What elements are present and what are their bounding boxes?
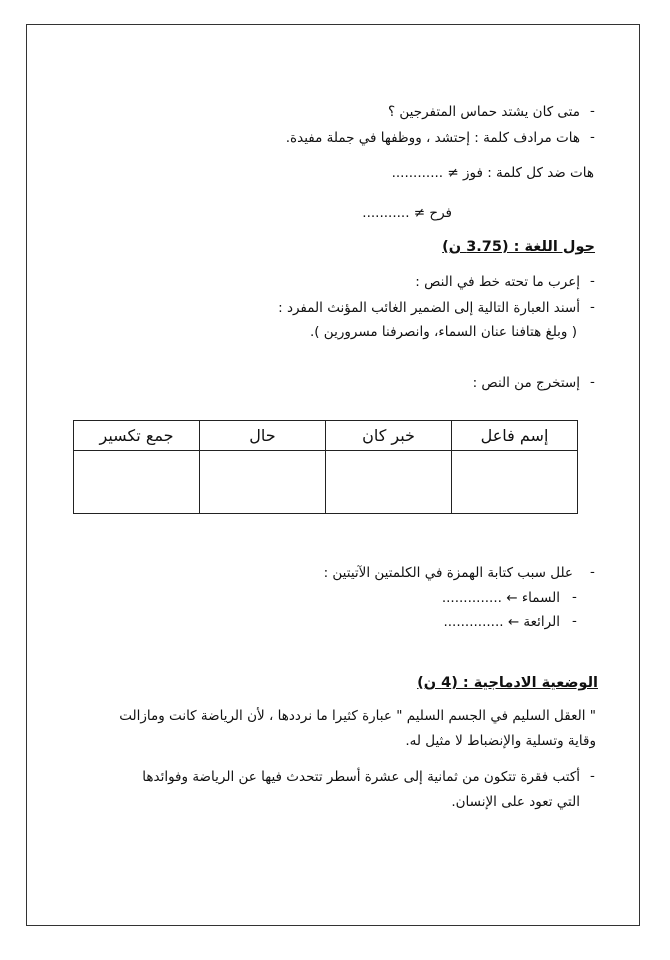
integration-task-line-1: أكتب فقرة تتكون من ثمانية إلى عشرة أسطر تتحدث فيها عن الرياضة وفوائدها [142, 769, 580, 785]
integration-task-line-2: التي تعود على الإنسان. [451, 794, 580, 810]
hamza-question: علل سبب كتابة الهمزة في الكلمتين الآتيتين : [323, 565, 573, 581]
bullet: - [590, 374, 595, 390]
extraction-table [73, 420, 578, 514]
language-item-3: إستخرج من النص : [472, 375, 580, 391]
integration-paragraph-line-2: وقاية وتسلية والإنضباط لا مثيل له. [405, 733, 596, 749]
bullet: - [590, 299, 595, 315]
bullet: - [590, 103, 595, 119]
bullet: - [572, 613, 577, 629]
table-header-cell: حال [200, 421, 326, 451]
table-header-cell: إسم فاعل [452, 421, 578, 451]
bullet: - [590, 564, 595, 580]
question-4: فرح ≠ ........... [362, 205, 452, 221]
bullet: - [572, 589, 577, 605]
integration-paragraph-line-1: " العقل السليم في الجسم السليم " عبارة كثيرا ما نرددها ، لأن الرياضة كانت ومازالت [119, 708, 596, 724]
language-sentence: ( وبلغ هتافنا عنان السماء، وانصرفنا مسرورين ). [309, 324, 577, 340]
table-header-row [74, 421, 578, 451]
bullet: - [590, 129, 595, 145]
bullet: - [590, 273, 595, 289]
table-cell[interactable] [74, 451, 200, 514]
table-cell[interactable] [200, 451, 326, 514]
question-2: هات مرادف كلمة : إحتشد ، ووظفها في جملة مفيدة. [285, 130, 580, 146]
section-heading-language: حول اللغة : (3.75 ن) [442, 239, 595, 255]
table-cell[interactable] [452, 451, 578, 514]
bullet: - [590, 768, 595, 784]
question-3: هات ضد كل كلمة : فوز ≠ ............ [391, 165, 594, 181]
table-header-cell: جمع تكسير [74, 421, 200, 451]
language-item-1: إعرب ما تحته خط في النص : [415, 274, 580, 290]
language-item-2: أسند العبارة التالية إلى الضمير الغائب المؤنث المفرد : [278, 300, 580, 316]
table-row [74, 451, 578, 514]
question-1: متى كان يشتد حماس المتفرجين ؟ [387, 104, 580, 120]
table-cell[interactable] [326, 451, 452, 514]
table-header-cell: خبر كان [326, 421, 452, 451]
section-heading-integration: الوضعية الادماجية : (4 ن) [417, 675, 598, 691]
hamza-word-1: السماء ← .............. [441, 590, 560, 606]
hamza-word-2: الرائعة ← .............. [443, 614, 560, 630]
